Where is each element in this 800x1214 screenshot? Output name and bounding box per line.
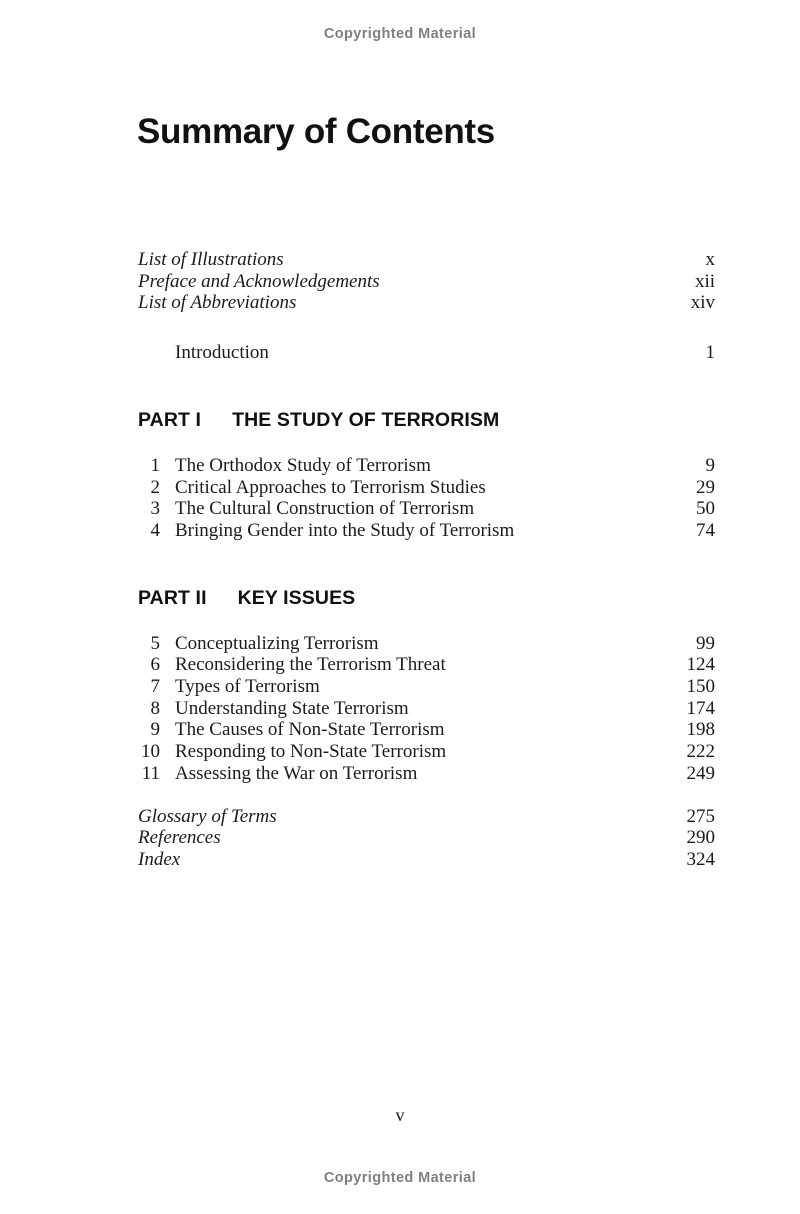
toc-entry-page: 1 bbox=[705, 342, 715, 364]
page-title: Summary of Contents bbox=[137, 112, 495, 151]
toc-entry-label: References bbox=[138, 827, 221, 849]
chapter-page: 124 bbox=[686, 654, 715, 676]
chapter-title: Reconsidering the Terrorism Threat bbox=[175, 654, 446, 676]
chapter-number: 8 bbox=[150, 697, 160, 719]
chapter-title: Responding to Non-State Terrorism bbox=[175, 741, 447, 763]
toc-entry-page: xiv bbox=[690, 292, 715, 314]
chapter-page: 29 bbox=[696, 476, 715, 498]
toc-row-chapter-10 bbox=[138, 741, 715, 763]
toc-row-references bbox=[138, 827, 715, 849]
part-2-label: PART II bbox=[138, 586, 207, 609]
chapter-title: The Orthodox Study of Terrorism bbox=[175, 454, 431, 476]
chapter-title: The Causes of Non-State Terrorism bbox=[175, 719, 445, 741]
chapter-number: 5 bbox=[150, 632, 160, 654]
chapter-title: Critical Approaches to Terrorism Studies bbox=[175, 476, 486, 498]
part-1-chapters bbox=[138, 455, 715, 542]
part-2-title: KEY ISSUES bbox=[237, 586, 356, 609]
toc-row-chapter-5 bbox=[138, 633, 715, 655]
chapter-page: 9 bbox=[705, 454, 715, 476]
chapter-title: Types of Terrorism bbox=[175, 676, 320, 698]
part-2-heading bbox=[138, 586, 715, 610]
back-matter-section bbox=[138, 806, 715, 871]
front-matter-section bbox=[138, 249, 715, 314]
toc-row-glossary bbox=[138, 806, 715, 828]
chapter-title: Conceptualizing Terrorism bbox=[175, 632, 379, 654]
toc-row-chapter-8 bbox=[138, 698, 715, 720]
copyright-notice-top: Copyrighted Material bbox=[323, 26, 477, 42]
chapter-page: 99 bbox=[696, 632, 715, 654]
part-1-title: THE STUDY OF TERRORISM bbox=[232, 408, 500, 431]
toc-row-index bbox=[138, 849, 715, 871]
chapter-number: 7 bbox=[150, 676, 160, 698]
chapter-page: 50 bbox=[696, 498, 715, 520]
copyright-notice-bottom: Copyrighted Material bbox=[323, 1170, 477, 1186]
chapter-number: 4 bbox=[150, 519, 160, 541]
toc-row-chapter-6 bbox=[138, 654, 715, 676]
chapter-page: 198 bbox=[686, 719, 715, 741]
toc-row-abbreviations bbox=[138, 292, 715, 314]
chapter-title: Understanding State Terrorism bbox=[175, 697, 409, 719]
toc-row-chapter-4 bbox=[138, 520, 715, 542]
toc-entry-label: List of Illustrations bbox=[138, 249, 284, 270]
chapter-title: Assessing the War on Terrorism bbox=[175, 762, 418, 784]
toc-row-chapter-3 bbox=[138, 498, 715, 520]
chapter-number: 11 bbox=[141, 762, 160, 784]
toc-entry-page: 275 bbox=[686, 805, 715, 827]
toc-entry-page: 290 bbox=[686, 827, 715, 849]
toc-entry-label: Introduction bbox=[175, 342, 269, 364]
chapter-number: 3 bbox=[150, 498, 160, 520]
chapter-number: 9 bbox=[150, 719, 160, 741]
part-2-chapters bbox=[138, 633, 715, 785]
folio-page-number: v bbox=[395, 1105, 405, 1125]
toc-row-chapter-11 bbox=[138, 763, 715, 785]
toc-row-list-of-illustrations bbox=[138, 249, 715, 271]
toc-entry-page: x bbox=[705, 249, 715, 270]
chapter-number: 10 bbox=[141, 741, 160, 763]
chapter-page: 249 bbox=[686, 762, 715, 784]
toc-row-chapter-9 bbox=[138, 719, 715, 741]
chapter-page: 74 bbox=[696, 519, 715, 541]
chapter-page: 150 bbox=[686, 676, 715, 698]
chapter-title: Bringing Gender into the Study of Terrorism bbox=[175, 519, 515, 541]
table-of-contents bbox=[138, 249, 715, 871]
toc-entry-page: 324 bbox=[686, 848, 715, 870]
chapter-number: 1 bbox=[150, 454, 160, 476]
chapter-number: 2 bbox=[150, 476, 160, 498]
toc-row-chapter-2 bbox=[138, 477, 715, 499]
toc-entry-label: Glossary of Terms bbox=[138, 805, 277, 827]
toc-entry-label: Preface and Acknowledgements bbox=[138, 270, 380, 292]
chapter-page: 222 bbox=[686, 741, 715, 763]
toc-row-preface bbox=[138, 271, 715, 293]
toc-entry-label: Index bbox=[138, 848, 181, 870]
toc-entry-page: xii bbox=[694, 270, 715, 292]
part-1-label: PART I bbox=[138, 408, 202, 431]
toc-row-chapter-1 bbox=[138, 455, 715, 477]
chapter-number: 6 bbox=[150, 654, 160, 676]
toc-row-chapter-7 bbox=[138, 676, 715, 698]
part-1-heading bbox=[138, 408, 715, 432]
toc-entry-label: List of Abbreviations bbox=[138, 292, 297, 314]
chapter-title: The Cultural Construction of Terrorism bbox=[175, 498, 475, 520]
toc-row-introduction bbox=[138, 342, 715, 364]
chapter-page: 174 bbox=[686, 697, 715, 719]
